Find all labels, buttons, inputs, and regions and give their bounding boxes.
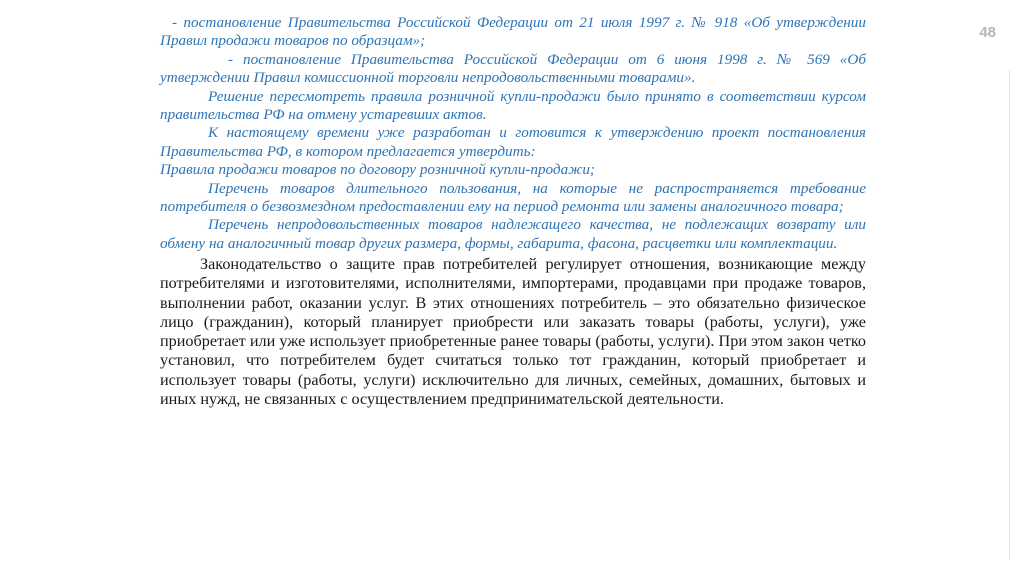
draft-decree-paragraph: К настоящему времени уже разработан и готовится к утверждению проект постановления Правительства РФ, в котором предлагается утвердить: [160,124,866,160]
non-returnable-goods-paragraph: Перечень непродовольственных товаров надлежащего качества, не подлежащих возврату или обмену на аналогичный товар других размера, формы, габарита, фасона, расцветки или комплектации. [160,216,866,252]
rules-item-paragraph: Правила продажи товаров по договору розничной купли-продажи; [160,161,595,179]
consumer-law-paragraph: Законодательство о защите прав потребителей регулирует отношения, возникающие между потребителями и изготовителями, исполнителями, импортерами, продавцами при продаже товаров, выполнении работ, оказании услуг. В этих отношениях потребитель – это обязательно физическое лицо (гражданин), который планирует приобрести или заказать товары (работы, услуги), уже приобретает или уже использует приобретенные ранее товары (работы, услуги). При этом закон четко установил, что потребителем будет считаться только тот гражданин, который приобретает и использует товары (работы, услуги) исключительно для личных, семейных, домашних, бытовых и иных нужд, не связанных с осуществлением предпринимательской деятельности. [160,255,866,408]
page-number: 48 [979,24,996,41]
decree-569-paragraph: - постановление Правительства Российской Федерации от 6 июня 1998 г. № 569 «Об утверждении Правил комиссионной торговли непродовольственными товарами». [160,50,866,87]
decision-paragraph: Решение пересмотреть правила розничной купли-продажи было принято в соответствии курсом правительства РФ на отмену устаревших актов. [160,87,866,124]
slide-content [160,14,866,409]
right-divider [1009,70,1010,560]
durable-goods-list-paragraph: Перечень товаров длительного пользования, на которые не распространяется требование потребителя о безвозмездном предоставлении ему на период ремонта или замены аналогичного товара; [160,179,866,216]
decree-918-paragraph: - постановление Правительства Российской Федерации от 21 июля 1997 г. № 918 «Об утверждении Правил продажи товаров по образцам»; [160,14,866,50]
